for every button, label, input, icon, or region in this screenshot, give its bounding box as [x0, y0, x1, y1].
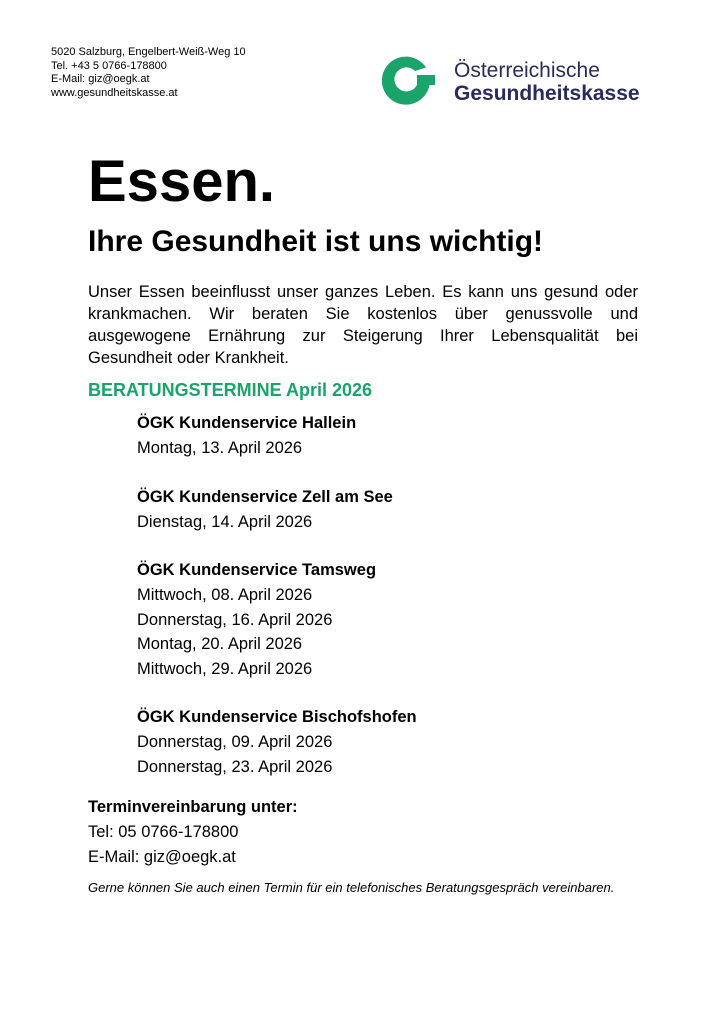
location-name: ÖGK Kundenservice Bischofshofen — [137, 708, 417, 726]
location-group — [137, 485, 537, 535]
contact-title: Terminvereinbarung unter: — [88, 798, 298, 816]
logo-text-line2: Gesundheitskasse — [454, 82, 640, 105]
oegk-logo-mark-icon — [374, 47, 438, 111]
address-website: www.gesundheitskasse.at — [51, 86, 178, 99]
location-group — [137, 558, 537, 681]
appointment-date: Montag, 20. April 2026 — [137, 635, 303, 653]
location-group — [137, 411, 537, 461]
contact-block — [88, 795, 298, 870]
oegk-logo — [374, 47, 674, 111]
address-phone: Tel. +43 5 0766-178800 — [51, 59, 167, 72]
address-block — [51, 46, 246, 100]
location-name: ÖGK Kundenservice Tamsweg — [137, 561, 377, 579]
section-title: BERATUNGSTERMINE April 2026 — [88, 380, 373, 400]
logo-text-line1: Österreichische — [454, 59, 600, 82]
contact-email: E-Mail: giz@oegk.at — [88, 848, 236, 866]
contact-phone: Tel: 05 0766-178800 — [88, 823, 239, 841]
appointment-date: Montag, 13. April 2026 — [137, 439, 303, 457]
footer-note: Gerne können Sie auch einen Termin für ein telefonisches Beratungsgespräch vereinbaren. — [88, 880, 615, 895]
location-name: ÖGK Kundenservice Hallein — [137, 414, 357, 432]
intro-paragraph: Unser Essen beeinflusst unser ganzes Leben. Es kann uns gesund oder krankmachen. Wir beraten Sie kostenlos über genussvolle und ausgewogene Ernährung zur Steigerung Ihrer Lebensqualität bei Gesundheit oder Krankheit. — [88, 283, 638, 367]
page-subtitle: Ihre Gesundheit ist uns wichtig! — [88, 225, 544, 258]
page-title: Essen. — [88, 149, 275, 214]
address-email: E-Mail: giz@oegk.at — [51, 73, 150, 85]
appointment-date: Dienstag, 14. April 2026 — [137, 512, 313, 531]
appointment-date: Donnerstag, 23. April 2026 — [137, 757, 333, 776]
appointment-date: Donnerstag, 09. April 2026 — [137, 733, 333, 751]
appointment-date: Mittwoch, 29. April 2026 — [137, 659, 313, 678]
location-group — [137, 705, 537, 779]
address-street: 5020 Salzburg, Engelbert-Weiß-Weg 10 — [51, 46, 246, 58]
appointment-date: Donnerstag, 16. April 2026 — [137, 610, 333, 629]
appointment-list — [137, 411, 537, 803]
location-name: ÖGK Kundenservice Zell am See — [137, 487, 393, 506]
appointment-date: Mittwoch, 08. April 2026 — [137, 586, 313, 604]
